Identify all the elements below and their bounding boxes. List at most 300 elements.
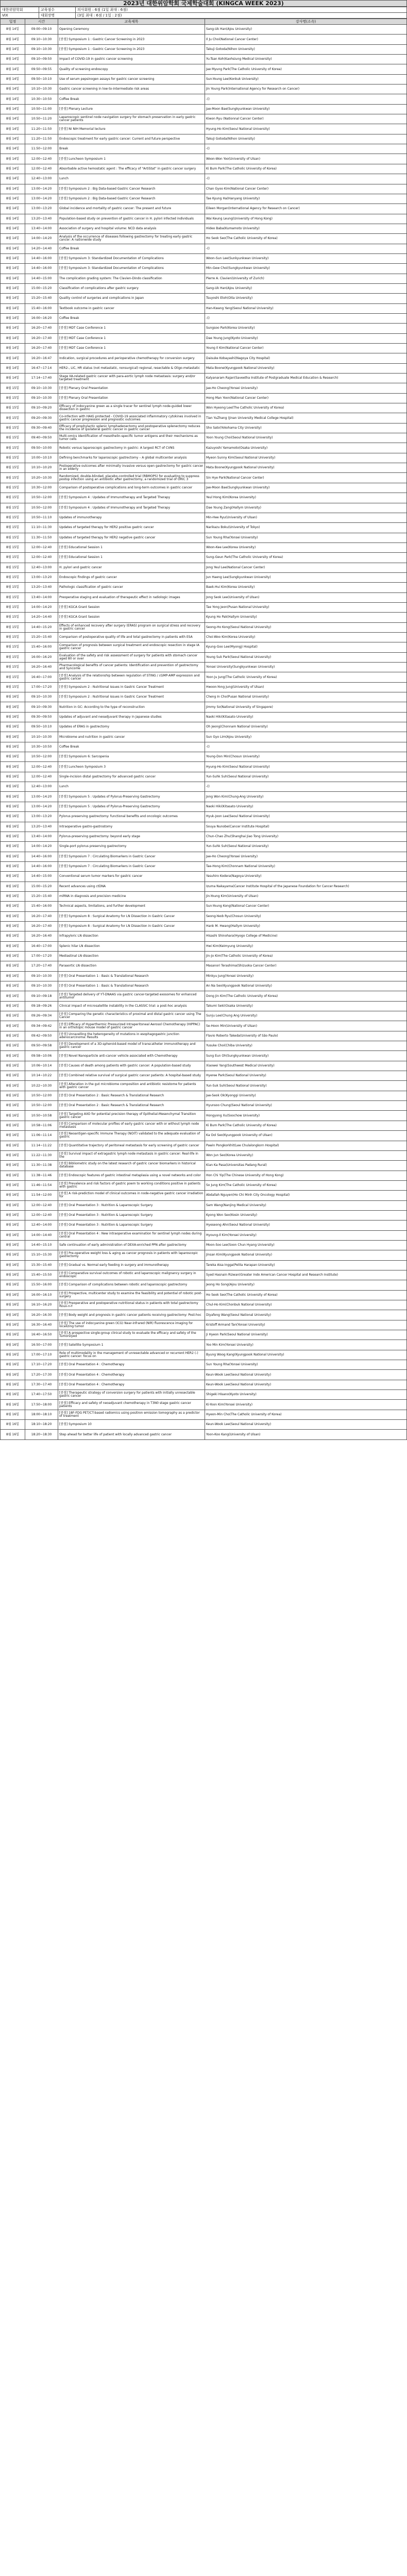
cell-time: 10:50~10:58 <box>25 1111 58 1121</box>
table-row <box>1 104 407 114</box>
cell-time: 18:00~18:10 <box>25 1410 58 1419</box>
cell-date: 8월 14일 <box>1 344 25 353</box>
table-row <box>1 1370 407 1380</box>
cell-date: 8월 16일 <box>1 722 25 732</box>
cell-time: 10:30~10:50 <box>25 94 58 104</box>
cell-speaker: Sang-Uk Han(Ajou University) <box>205 283 407 293</box>
table-row <box>1 423 407 433</box>
cell-time: 15:00~15:20 <box>25 882 58 891</box>
cell-date: 8월 14일 <box>1 333 25 343</box>
cell-speaker: Dae Young Zang(Hallym University) <box>205 503 407 513</box>
cell-title: [중점] Oral Presentation 4 : Chemotherapy <box>58 1380 205 1389</box>
cell-time: 13:00~14:20 <box>25 194 58 204</box>
table-row <box>1 882 407 891</box>
cell-speaker: Jinsan Kim(Kyungpook National University) <box>205 1250 407 1260</box>
cell-title: [중점] Plenary Oral Presentation <box>58 383 205 393</box>
cell-title: [중점] Prevalence and risk factors of gastric poem to working conditions positive in patients with gastric <box>58 1180 205 1190</box>
cell-date: 8월 14일 <box>1 55 25 64</box>
cell-date: 8월 14일 <box>1 194 25 204</box>
cell-title: [중점] MDT Case Conference 1 <box>58 324 205 333</box>
cell-time: 10:30~12:00 <box>25 483 58 493</box>
cell-date: 8월 16일 <box>1 1001 25 1011</box>
cell-speaker: Kyung Ho Pak(Hallym University) <box>205 613 407 622</box>
table-row <box>1 951 407 961</box>
table-row <box>1 682 407 692</box>
table-row <box>1 583 407 592</box>
cell-date: 8월 16일 <box>1 1370 25 1380</box>
cell-date: 8월 14일 <box>1 294 25 303</box>
cell-date: 8월 14일 <box>1 324 25 333</box>
table-row <box>1 861 407 871</box>
cell-speaker: Keun-Wook Lee(Seoul National University) <box>205 1380 407 1389</box>
cell-title: Robotic versus laparoscopic gastrectomy in gastric: A largest RCT of CVNS <box>58 443 205 453</box>
cell-date: 8월 14일 <box>1 114 25 124</box>
cell-date: 8월 14일 <box>1 174 25 184</box>
cell-date: 8월 16일 <box>1 1230 25 1240</box>
cell-speaker: -() <box>205 144 407 154</box>
cell-time: 10:50~12:00 <box>25 1091 58 1100</box>
cell-speaker: Hong Man Yoon(National Cancer Center) <box>205 393 407 403</box>
table-row <box>1 433 407 443</box>
cell-title: [중점] A prospective single-group clinical study to evaluate the efficacy and safety of the TumorDyed <box>58 1330 205 1340</box>
cell-date: 8월 15일 <box>1 463 25 473</box>
cell-date: 8월 16일 <box>1 1270 25 1280</box>
cell-speaker: Yun-Suhk Suh(Seoul National University) <box>205 842 407 852</box>
cell-title: Gastric cancer screening in low-to-intermediate risk areas <box>58 84 205 94</box>
cell-date: 8월 16일 <box>1 752 25 762</box>
cell-time: 11:22~11:30 <box>25 1150 58 1160</box>
cell-time: 13:40~14:00 <box>25 224 58 233</box>
cell-time: 13:20~13:40 <box>25 214 58 224</box>
table-row <box>1 134 407 144</box>
cell-speaker: -() <box>205 782 407 792</box>
cell-time: 14:40~16:00 <box>25 264 58 274</box>
cell-title: Randomized, double-blinded, placebo-controlled trial (RBMOPS) for evaluating to suppress postop infection using an antibiotic after gastrectomy, a randomized trial of ORIC 3 <box>58 473 205 483</box>
cell-time: 11:50~12:00 <box>25 144 58 154</box>
cell-title: Laparoscopic sentinel node navigation surgery for stomach preservation in early gastric cancer patients <box>58 114 205 124</box>
cell-speaker: Young-Don Min(Chosun University) <box>205 752 407 762</box>
cell-title: [중점] Bibliometric study on the latest research of gastric cancer biomarkers in historical database <box>58 1161 205 1171</box>
cell-speaker: Chan Gyoo Kim(National Cancer Center) <box>205 184 407 194</box>
cell-title: [중점] Targeting AXO for potential precision therapy of Epithelial-Mesenchymal Transition gastric cancer <box>58 1111 205 1121</box>
cell-time: 09:18~09:26 <box>25 1001 58 1011</box>
cell-date: 8월 16일 <box>1 1400 25 1410</box>
cell-time: 18:20~18:30 <box>25 1430 58 1439</box>
cell-title: Global incidence and mortality of gastric cancer: The present and future <box>58 204 205 214</box>
cell-speaker: Izuma Nakayama(Cancer Institute Hospital of the Japanese Foundation for Cancer Research) <box>205 882 407 891</box>
cell-time: 10:50~12:00 <box>25 503 58 513</box>
cell-time: 16:00~16:10 <box>25 1290 58 1300</box>
cell-title: Efficacy of prophylactic splenic lymphadenectomy and postoperative splenectomy reduces the incidence of ipsilateral gastric cancer in gastric cancer <box>58 423 205 433</box>
cell-speaker: Jin-Young Kim(University of Ulsan) <box>205 891 407 901</box>
cell-speaker: Hon Chi Yip(The Chinese University of Hong Kong) <box>205 1171 407 1180</box>
table-row <box>1 64 407 74</box>
cell-speaker: Takuji Gotoda(Nihon University) <box>205 134 407 144</box>
cell-speaker: Yun-Suhk Suh(Seoul National University) <box>205 772 407 782</box>
cell-time: 15:20~15:40 <box>25 891 58 901</box>
cell-title: Single-port pylorus preserving gastrectomy <box>58 842 205 852</box>
cell-title: Pathologic classification of gastric cancer <box>58 583 205 592</box>
cell-speaker: Keun-Wook Lee(Seoul National University) <box>205 1420 407 1430</box>
cell-speaker: Il Ju Choi(National Cancer Center) <box>205 35 407 44</box>
cell-title: Stage IIA-related gastric cancer with para-aortic lymph node metastasis: surgery and/or targeted treatment <box>58 374 205 383</box>
table-row <box>1 553 407 563</box>
cell-date: 8월 16일 <box>1 981 25 991</box>
cell-time: 15:20~15:40 <box>25 294 58 303</box>
cell-time: 16:20~16:30 <box>25 1310 58 1320</box>
cell-date: 8월 16일 <box>1 1310 25 1320</box>
cell-time: 17:20~17:40 <box>25 961 58 971</box>
cell-speaker: Ki Bum Park(The Catholic University of Korea) <box>205 164 407 174</box>
cell-time: 13:00~14:20 <box>25 184 58 194</box>
cell-speaker: Mata Boone(Kyungpook National University) <box>205 363 407 373</box>
table-row <box>1 1091 407 1100</box>
cell-title: Coffee Break <box>58 244 205 253</box>
cell-title: Endoscopic treatment for early gastric cancer: Current and future perspective <box>58 134 205 144</box>
cell-title: Impact of COVID-19 in gastric cancer screening <box>58 55 205 64</box>
cell-speaker: Yeul Hong Kim(Korea University) <box>205 493 407 503</box>
table-row <box>1 333 407 343</box>
cell-date: 8월 15일 <box>1 433 25 443</box>
cell-speaker: Pierre A. Clavien(University of Zurich) <box>205 274 407 283</box>
table-row <box>1 622 407 632</box>
cell-speaker: Sungsoo Park(Korea University) <box>205 324 407 333</box>
cell-title: Endoscopic findings of gastric cancer <box>58 572 205 582</box>
table-row <box>1 274 407 283</box>
cell-speaker: Keun-Wook Lee(Seoul National University) <box>205 1370 407 1380</box>
cell-speaker: Eileen Morgan(International Agency for Research on Cancer) <box>205 204 407 214</box>
cell-title: [중점] Quantitative trajectory of peritoneal metastasis for early screening of gastric cancer <box>58 1141 205 1150</box>
cell-time: 10:50~12:00 <box>25 752 58 762</box>
table-row <box>1 344 407 353</box>
cell-time: 11:14~11:22 <box>25 1141 58 1150</box>
cell-title: [중점] Symposium 3: Standardized Documentation of Complications <box>58 264 205 274</box>
table-row <box>1 1111 407 1121</box>
table-row <box>1 194 407 204</box>
cell-title: Comparison of postoperative quality of life and total gastrectomy in patients with ESA <box>58 632 205 642</box>
table-row <box>1 313 407 323</box>
table-row <box>1 533 407 543</box>
cell-date: 8월 16일 <box>1 712 25 722</box>
cell-speaker: Abdallah Nguyen(Ho Chi Minh City Oncology Hospital) <box>205 1191 407 1200</box>
cell-date: 8월 14일 <box>1 184 25 194</box>
meta-place-value: (3일 최대 : 6점 / 1일 : 2점) <box>76 13 407 19</box>
cell-date: 8월 16일 <box>1 971 25 981</box>
cell-speaker: Flavio Roberto Takeda(University of São Paulo) <box>205 1031 407 1041</box>
cell-speaker: Woon-Kee Lee(Korea University) <box>205 543 407 552</box>
table-row <box>1 772 407 782</box>
cell-date: 8월 16일 <box>1 732 25 742</box>
cell-title: Efficacy of indocyanine green as a single tracer for sentinel lymph node-guided lower dissection in gastric <box>58 403 205 413</box>
cell-speaker: Souya Nunobe(Cancer Institute Hospital) <box>205 822 407 832</box>
cell-date: 8월 15일 <box>1 583 25 592</box>
table-row <box>1 1141 407 1150</box>
cell-time: 13:40~14:00 <box>25 832 58 841</box>
cell-date: 8월 14일 <box>1 134 25 144</box>
cell-title: Comparison of prognosis between surgical treatment and endoscopic resection in stage IA gastric cancer <box>58 642 205 652</box>
cell-time: 16:30~16:40 <box>25 1320 58 1330</box>
cell-date: 8월 16일 <box>1 1410 25 1419</box>
cell-time: 14:00~14:20 <box>25 842 58 852</box>
cell-time: 16:20~17:40 <box>25 921 58 931</box>
cell-date: 8월 16일 <box>1 1150 25 1160</box>
cell-title: Classification of complications after gastric surgery <box>58 283 205 293</box>
cell-speaker: Sam Wang(Nanjing Medical University) <box>205 1200 407 1210</box>
table-row <box>1 1280 407 1290</box>
cell-title: [중점] Pre-operative weight loss & aging as cancer prognosis in patients with laparoscopic gastrectomy <box>58 1250 205 1260</box>
cell-time: 10:20~10:30 <box>25 473 58 483</box>
cell-time: 11:10~11:30 <box>25 523 58 533</box>
cell-time: 10:06~10:14 <box>25 1061 58 1071</box>
cell-time: 09:34~09:42 <box>25 1021 58 1031</box>
cell-title: [중점] Neoantigen-specific Immune Therapy (NOIT) validated to the adequate evaluation of gastric <box>58 1131 205 1141</box>
cell-time: 16:47~17:14 <box>25 363 58 373</box>
cell-speaker: -() <box>205 742 407 752</box>
cell-speaker: Sunju Lee(Chung Ang University) <box>205 1011 407 1021</box>
cell-date: 8월 14일 <box>1 224 25 233</box>
cell-speaker: Ki Bum Park(The Catholic University of Korea) <box>205 1121 407 1130</box>
table-row <box>1 782 407 792</box>
cell-time: 13:20~13:40 <box>25 583 58 592</box>
table-row <box>1 363 407 373</box>
cell-title: [중점] Alteration in the gut microbiome composition and antibiotic resistome for patients with gastric cancer <box>58 1081 205 1091</box>
table-row <box>1 812 407 822</box>
cell-date: 8월 16일 <box>1 1131 25 1141</box>
cell-time: 09:50~09:58 <box>25 1041 58 1051</box>
table-row <box>1 1161 407 1171</box>
cell-speaker: Hank M. Hwang(Hallym University) <box>205 921 407 931</box>
table-row <box>1 453 407 463</box>
cell-speaker: -() <box>205 313 407 323</box>
cell-speaker: Hideo Baba(Kumamoto University) <box>205 224 407 233</box>
cell-speaker: Hyunsoo Chung(Seoul National University) <box>205 1101 407 1111</box>
cell-title: [중점] Symposium 5 : Updates of Pylorus-Preserving Gastrectomy <box>58 792 205 802</box>
cell-time: 15:40~16:00 <box>25 902 58 911</box>
table-row <box>1 1230 407 1240</box>
table-row <box>1 722 407 732</box>
cell-date: 8월 14일 <box>1 124 25 134</box>
cell-title: [중점] Oral Presentation 1 : Basic & Translational Research <box>58 971 205 981</box>
cell-date: 8월 16일 <box>1 1290 25 1300</box>
table-row <box>1 74 407 84</box>
cell-time: 17:50~18:00 <box>25 1400 58 1410</box>
cell-time: 10:50~12:00 <box>25 493 58 503</box>
cell-date: 8월 14일 <box>1 104 25 114</box>
cell-date: 8월 15일 <box>1 602 25 612</box>
cell-time: 09:30~09:50 <box>25 712 58 722</box>
table-row <box>1 1420 407 1430</box>
cell-date: 8월 16일 <box>1 1111 25 1121</box>
table-row <box>1 483 407 493</box>
cell-date: 8월 16일 <box>1 1260 25 1270</box>
cell-speaker: Tae-Hong Kim(Chonnam National University) <box>205 861 407 871</box>
cell-speaker: Sun Young Rha(Yonsei University) <box>205 1360 407 1370</box>
cell-date: 8월 15일 <box>1 503 25 513</box>
table-row <box>1 393 407 403</box>
cell-date: 8월 14일 <box>1 283 25 293</box>
cell-speaker: Hyuk-Joon Lee(Seoul National University) <box>205 812 407 822</box>
cell-time: 09:10~10:30 <box>25 35 58 44</box>
table-row <box>1 692 407 702</box>
cell-speaker: Yasuhiro Kodera(Nagoya University) <box>205 872 407 882</box>
cell-time: 10:30~10:50 <box>25 742 58 752</box>
cell-date: 8월 15일 <box>1 652 25 662</box>
table-row <box>1 164 407 174</box>
table-row <box>1 902 407 911</box>
cell-speaker: Jae Myung Park(The Catholic University of Korea) <box>205 64 407 74</box>
cell-speaker: Hyeon-Min Cho(The Catholic University of Korea) <box>205 1410 407 1419</box>
cell-date: 8월 16일 <box>1 921 25 931</box>
cell-date: 8월 16일 <box>1 1340 25 1350</box>
cell-time: 09:10~09:30 <box>25 702 58 712</box>
cell-time: 09:42~09:50 <box>25 1031 58 1041</box>
cell-time: 16:00~16:20 <box>25 313 58 323</box>
cell-date: 8월 16일 <box>1 1121 25 1130</box>
cell-date: 8월 16일 <box>1 1091 25 1100</box>
table-row <box>1 1200 407 1210</box>
cell-title: [중점] Plenary Lecture <box>58 104 205 114</box>
cell-title: Nutrition in GC: According to the type of reconstruction <box>58 702 205 712</box>
cell-title: Indication, surgical procedures and perioperative chemotherapy for conversion surgery <box>58 353 205 363</box>
cell-title: [중점] Satellite Symposium 1 <box>58 1340 205 1350</box>
cell-date: 8월 14일 <box>1 264 25 274</box>
cell-date: 8월 14일 <box>1 154 25 164</box>
cell-speaker: Ka Ool Seo(Kyungpook University of Ulsan) <box>205 1131 407 1141</box>
cell-time: 14:00~14:20 <box>25 234 58 244</box>
cell-speaker: Young Suk Park(Seoul National University) <box>205 652 407 662</box>
cell-time: 14:40~16:00 <box>25 861 58 871</box>
cell-date: 8월 15일 <box>1 682 25 692</box>
cell-date: 8월 15일 <box>1 383 25 393</box>
cell-date: 8월 15일 <box>1 473 25 483</box>
cell-date: 8월 16일 <box>1 1081 25 1091</box>
table-row <box>1 114 407 124</box>
cell-date: 8월 15일 <box>1 413 25 423</box>
cell-date: 8월 16일 <box>1 802 25 811</box>
cell-title: [중점] Symposium 8 : Surgical Anatomy for LN Dissection in Gastric Cancer <box>58 911 205 921</box>
cell-title: [중점] MDT Case Conference 1 <box>58 344 205 353</box>
cell-time: 14:40~15:00 <box>25 872 58 882</box>
cell-date: 8월 16일 <box>1 742 25 752</box>
cell-speaker: Kalyanaram Rajan(Saveetha Institute of Postgraduate Medical Education & Research) <box>205 374 407 383</box>
cell-title: [중점] 18F-FDG PET/CT-based radiomics using positron emission tomography as a predictor of treatment <box>58 1410 205 1419</box>
cell-date: 8월 16일 <box>1 1330 25 1340</box>
cell-date: 8월 14일 <box>1 303 25 313</box>
cell-date: 8월 15일 <box>1 483 25 493</box>
cell-date: 8월 14일 <box>1 253 25 263</box>
cell-date: 8월 16일 <box>1 931 25 941</box>
table-row <box>1 174 407 184</box>
cell-time: 10:22~10:30 <box>25 1081 58 1091</box>
cell-time: 16:20~17:40 <box>25 324 58 333</box>
cell-time: 17:30~17:40 <box>25 1380 58 1389</box>
cell-time: 14:20~14:40 <box>25 244 58 253</box>
table-row <box>1 802 407 811</box>
cell-speaker: Hyeree Park(Seoul National University) <box>205 1071 407 1081</box>
header-speaker: 강사명(소속) <box>205 19 407 25</box>
cell-date: 8월 16일 <box>1 1041 25 1051</box>
table-row <box>1 403 407 413</box>
cell-date: 8월 16일 <box>1 1200 25 1210</box>
cell-speaker: Oh Jeong(Chonnam National University) <box>205 722 407 732</box>
cell-time: 12:00~12:40 <box>25 1210 58 1220</box>
cell-title: Infrapyloric LN dissection <box>58 931 205 941</box>
cell-title: [중점] Symposium 2 : Big Data-based Gastric Cancer Research <box>58 184 205 194</box>
cell-title: Use of serum pepsinogen assays for gastric cancer screening <box>58 74 205 84</box>
table-row <box>1 413 407 423</box>
table-row <box>1 324 407 333</box>
cell-date: 8월 16일 <box>1 812 25 822</box>
cell-time: 12:40~14:00 <box>25 1221 58 1230</box>
cell-date: 8월 15일 <box>1 523 25 533</box>
cell-speaker: Jae-Seok Ok(Kyonggi University) <box>205 1091 407 1100</box>
cell-speaker: Ki-Yoon Kim(Yonsei University) <box>205 1400 407 1410</box>
cell-speaker: Min-Gew Choi(Sungkyunkwan University) <box>205 264 407 274</box>
table-row <box>1 503 407 513</box>
cell-date: 8월 14일 <box>1 274 25 283</box>
cell-date: 8월 14일 <box>1 353 25 363</box>
cell-speaker: Jae-Moon Bae(Sungkyunkwan University) <box>205 104 407 114</box>
cell-title: [중점] Gradual vs. Normal early feeding in surgery and immunotherapy <box>58 1260 205 1270</box>
cell-speaker: Yonsei University(Sungkyunkwan University) <box>205 663 407 672</box>
cell-title: [중점] MDT Case Conference 1 <box>58 333 205 343</box>
cell-title: [중점] Causes of death among patients with gastric cancer: A population-based study <box>58 1061 205 1071</box>
table-row <box>1 1380 407 1389</box>
cell-date: 8월 15일 <box>1 622 25 632</box>
table-row <box>1 55 407 64</box>
table-row <box>1 921 407 931</box>
cell-time: 15:30~15:40 <box>25 1260 58 1270</box>
cell-title: The complication grading system: The Clavien-Dindo classification <box>58 274 205 283</box>
cell-date: 8월 15일 <box>1 613 25 622</box>
cell-title: Postoperative outcomes after minimally invasive versus open gastrectomy for gastric cancer in an elderly <box>58 463 205 473</box>
cell-date: 8월 16일 <box>1 1250 25 1260</box>
table-row <box>1 1210 407 1220</box>
cell-date: 8월 15일 <box>1 642 25 652</box>
cell-time: 11:06~11:14 <box>25 1131 58 1141</box>
cell-speaker: Jae-Moon Bae(Sungkyunkwan University) <box>205 483 407 493</box>
table-row <box>1 991 407 1001</box>
cell-title: [중점] Symposium 5 : Updates of Pylorus-Preserving Gastrectomy <box>58 802 205 811</box>
cell-speaker: -() <box>205 244 407 253</box>
cell-date: 8월 16일 <box>1 1390 25 1400</box>
cell-title: [중점] Symposium 2 : Nutritional issues in Gastric Cancer Treatment <box>58 682 205 692</box>
cell-title: [중점] Preoperative and postoperative nutritional status in patients with total gastrectomy Roux-n-Y <box>58 1300 205 1310</box>
cell-title: [중점] Body weight and prognosis in gastric cancer patients receiving gastrectomy: Post-hoc <box>58 1310 205 1320</box>
table-row <box>1 572 407 582</box>
cell-title: [중점] Symposium 1 : Gastric Cancer Screening in 2023 <box>58 35 205 44</box>
cell-title: [중점] Plenary Oral Presentation <box>58 393 205 403</box>
cell-time: 09:10~10:30 <box>25 971 58 981</box>
cell-title: Population-based study on prevention of gastric cancer in H. pylori infected individuals <box>58 214 205 224</box>
cell-date: 8월 16일 <box>1 961 25 971</box>
cell-title: Recent advances using ctDNA <box>58 882 205 891</box>
cell-title: Updates of targeted therapy for HER2 positive gastric cancer <box>58 523 205 533</box>
cell-time: 09:40~09:50 <box>25 433 58 443</box>
cell-speaker: Byung Woog Kang(Kyungpook National University) <box>205 1350 407 1360</box>
cell-time: 16:20~17:40 <box>25 911 58 921</box>
table-row <box>1 35 407 44</box>
cell-speaker: Sung Eun Oh(Sungkyunkwan University) <box>205 1051 407 1061</box>
table-row <box>1 294 407 303</box>
cell-speaker: Chul-Ho Kim(Chonbuk National University) <box>205 1300 407 1310</box>
cell-speaker: Jun Haeng Lee(Sungkyunkwan University) <box>205 572 407 582</box>
cell-speaker: Jong Seok Lee(University of Ulsan) <box>205 592 407 602</box>
cell-date: 8월 14일 <box>1 164 25 174</box>
cell-speaker: Jong Yeul Lee(National Cancer Center) <box>205 563 407 572</box>
cell-date: 8월 15일 <box>1 393 25 403</box>
cell-time: 09:10~10:30 <box>25 393 58 403</box>
